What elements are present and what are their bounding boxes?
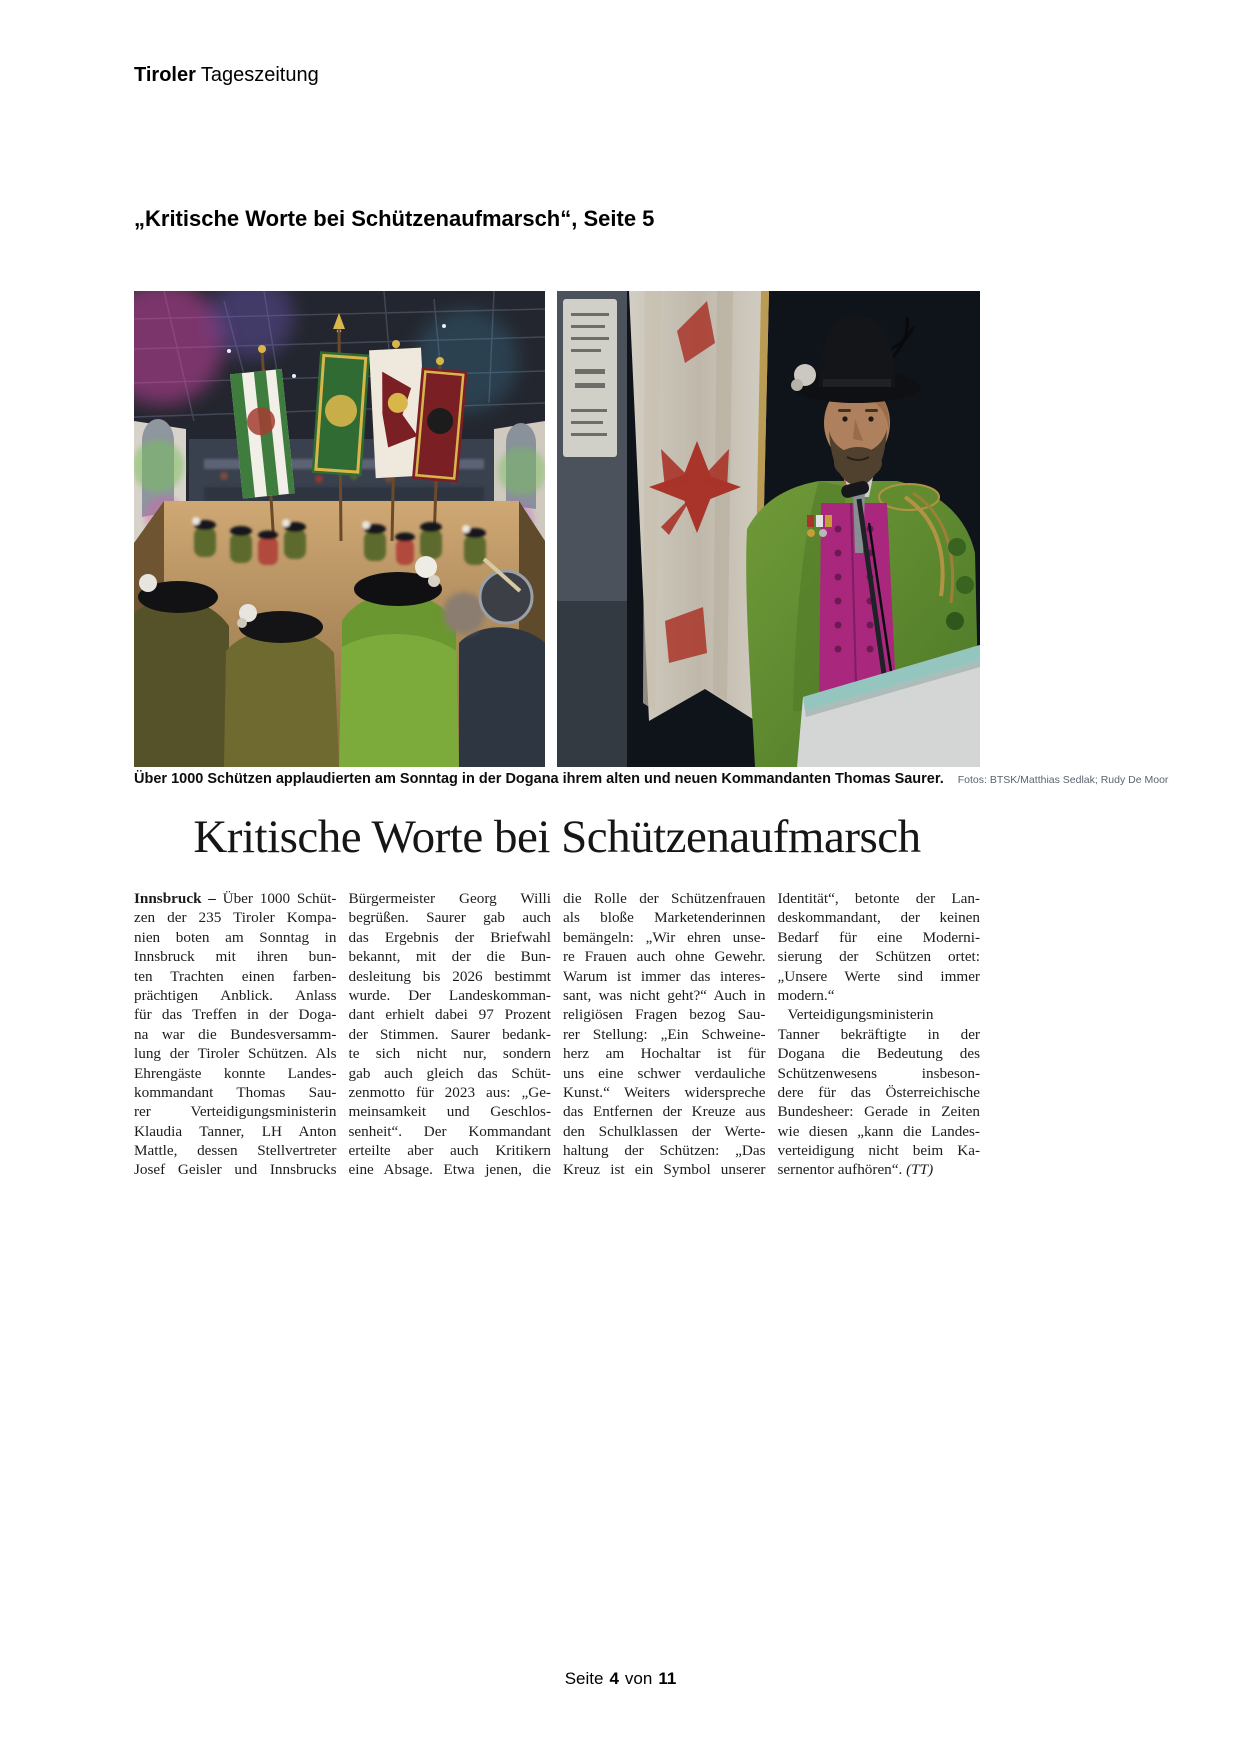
article-body xyxy=(134,889,980,1180)
photo-caption-row xyxy=(134,771,1169,787)
footer-current-page: 4 xyxy=(609,1669,619,1688)
article-line: re Frauen auch ohne Gewehr. xyxy=(563,948,766,966)
article-line: modern.“ xyxy=(777,986,835,1004)
article-line: bekannt, mit der die Bun- xyxy=(348,948,551,966)
article-line: senheit“. Der Kommandant xyxy=(348,1122,551,1140)
article-line: uns eine schwer verdauliche xyxy=(563,1064,766,1082)
article-line: Bundesheer: Gerade in Zeiten xyxy=(777,1103,980,1121)
article-line: begrüßen. Saurer gab auch xyxy=(348,909,551,927)
reference-headline: „Kritische Worte bei Schützenaufmarsch“, Seite 5 xyxy=(134,206,655,231)
article-line: als bloße Marketenderinnen xyxy=(563,909,766,927)
article-line: Kunst.“ Weiters widerspreche xyxy=(563,1083,766,1101)
masthead xyxy=(134,64,319,87)
article-column-3 xyxy=(563,889,766,1180)
article-line: nien boten am Sonntag in xyxy=(134,928,337,946)
article-line: dere für das Österreichische xyxy=(777,1083,980,1101)
article-line: Bürgermeister Georg Willi xyxy=(348,890,551,907)
article-line: bemängeln: „Wir ehren unse- xyxy=(563,928,766,946)
article-line: deskommandant, der keinen xyxy=(777,909,980,927)
article-line: prächtigen Anblick. Anlass xyxy=(134,986,337,1004)
article-line: rer Verteidigungsministerin xyxy=(134,1103,337,1121)
article-column-1 xyxy=(134,889,337,1180)
article-line: Mattle, dessen Stellvertreter xyxy=(134,1142,337,1160)
article-line: erteilte aber auch Kritikern xyxy=(348,1142,551,1160)
article-line: Warum ist immer das interes- xyxy=(563,967,766,985)
crowd-photo-illustration xyxy=(134,291,545,767)
article-line: meinsamkeit und Geschlos- xyxy=(348,1103,551,1121)
footer-total-pages: 11 xyxy=(658,1669,677,1688)
article-line: lung der Tiroler Schützen. Als xyxy=(134,1045,337,1063)
article-line: kommandant Thomas Sau- xyxy=(134,1083,337,1101)
article-line: gab auch gleich das Schüt- xyxy=(348,1064,551,1082)
article-line: herz am Hochaltar ist für xyxy=(563,1045,766,1063)
article-line: Kreuz ist ein Symbol unserer xyxy=(563,1161,766,1179)
article-line: dant erhielt dabei 97 Prozent xyxy=(348,1006,551,1024)
article-line: Bedarf für eine Moderni- xyxy=(777,928,980,946)
podium-photo-illustration xyxy=(557,291,980,767)
article-line: Innsbruck mit ihren bun- xyxy=(134,948,337,966)
photo-crowd-dogana xyxy=(134,291,545,767)
article-line: zen der 235 Tiroler Kompa- xyxy=(134,909,337,927)
article-column-4 xyxy=(778,889,981,1180)
article-line: Klaudia Tanner, LH Anton xyxy=(134,1122,337,1140)
article-line: Dogana die Bedeutung des xyxy=(777,1045,980,1063)
article-line: Josef Geisler und Innsbrucks xyxy=(134,1161,337,1179)
photo-commander-podium xyxy=(557,291,980,767)
article-line: sernentor aufhören“. (TT) xyxy=(777,1161,934,1179)
article-line: sierung der Schützen ortet: xyxy=(777,948,980,966)
article-line: eine Absage. Etwa jenen, die xyxy=(348,1161,551,1179)
article-line: das Entfernen der Kreuze aus xyxy=(563,1103,766,1121)
article-line: sant, was nicht geht?“ Auch in xyxy=(563,986,766,1004)
masthead-brand-bold: Tiroler xyxy=(134,64,196,86)
article-line: für das Treffen in der Doga- xyxy=(134,1006,337,1024)
article-column-2 xyxy=(349,889,552,1180)
article-line: Verteidigungsministerin xyxy=(787,1006,934,1024)
article-line: na war die Bundesversamm- xyxy=(134,1025,337,1043)
article-line: rer Stellung: „Ein Schweine- xyxy=(563,1025,766,1043)
article-line: der Stimmen. Saurer bedank- xyxy=(348,1025,551,1043)
article-line: ten Trachten einen farben- xyxy=(134,967,337,985)
article-line: Identität“, betonte der Lan- xyxy=(777,890,980,907)
article-line: desleitung bis 2026 bestimmt xyxy=(348,967,551,985)
article-line: verteidigung nicht beim Ka- xyxy=(777,1142,980,1160)
footer-label: Seite xyxy=(564,1669,604,1688)
article-title: Kritische Worte bei Schützenaufmarsch xyxy=(193,811,921,863)
photo-caption: Über 1000 Schützen applaudierten am Sonntag in der Dogana ihrem alten und neuen Kommandanten Thomas Saurer. xyxy=(134,771,944,787)
photo-credit: Fotos: BTSK/Matthias Sedlak; Rudy De Moor xyxy=(957,774,1169,786)
article-line: wurde. Der Landeskomman- xyxy=(348,986,551,1004)
page-footer xyxy=(0,1669,1241,1689)
footer-separator: von xyxy=(624,1669,653,1688)
article-line: Tanner bekräftigte in der xyxy=(777,1025,980,1043)
article-line: Ehrengäste konnte Landes- xyxy=(134,1064,337,1082)
article-line: das Ergebnis der Briefwahl xyxy=(348,928,551,946)
article-line: den Schulklassen der Werte- xyxy=(563,1122,766,1140)
article-line: haltung der Schützen: „Das xyxy=(563,1142,766,1160)
masthead-brand-regular: Tageszeitung xyxy=(200,64,319,86)
article-line: Innsbruck – Über 1000 Schüt- xyxy=(134,890,337,907)
article-line: zenmotto für 2023 aus: „Ge- xyxy=(348,1083,551,1101)
article-line: „Unsere Werte sind immer xyxy=(777,967,980,985)
article-line: die Rolle der Schützenfrauen xyxy=(563,890,766,907)
article-line: Schützenwesens insbeson- xyxy=(777,1064,980,1082)
article-line: religiösen Fragen bezog Sau- xyxy=(563,1006,766,1024)
article-line: wie diesen „kann die Landes- xyxy=(777,1122,980,1140)
article-line: te sich nicht nur, sondern xyxy=(348,1045,551,1063)
